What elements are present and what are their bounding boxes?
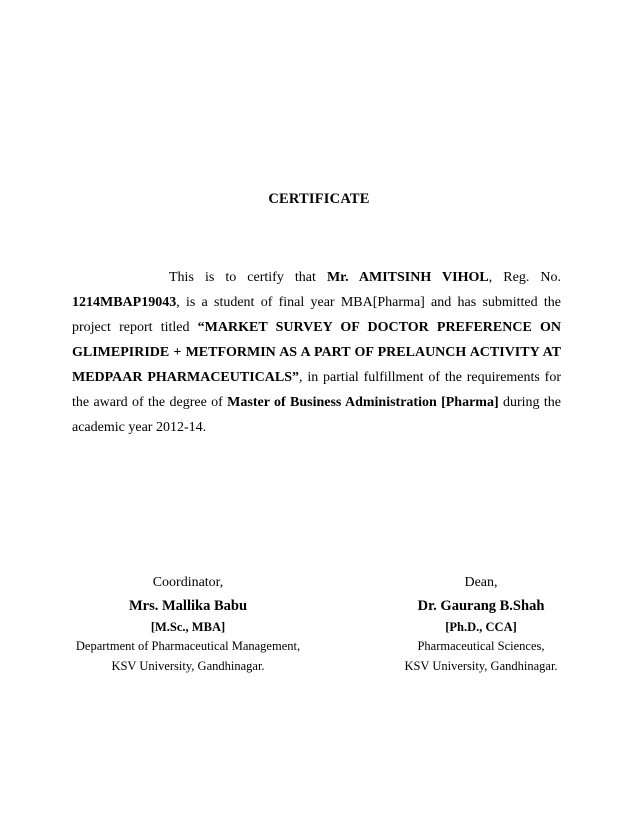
registration-number: 1214MBAP19043 <box>72 295 177 310</box>
dean-institution: KSV University, Gandhinagar. <box>404 659 558 673</box>
coordinator-department: Department of Pharmaceutical Management, <box>75 639 301 653</box>
coordinator-signature-block <box>70 572 306 676</box>
body-text-intro: This is to certify that <box>169 270 327 285</box>
coordinator-institution: KSV University, Gandhinagar. <box>111 659 265 673</box>
body-text-reg: , Reg. No. <box>488 270 561 285</box>
coordinator-role: Coordinator, <box>152 575 224 590</box>
body-text-student: , is a student of final year MBA[Pharma] and has submitted the project report titled <box>72 295 561 335</box>
certificate-body <box>72 265 561 440</box>
dean-qualification: [Ph.D., CCA] <box>445 620 517 634</box>
coordinator-qualification: [M.Sc., MBA] <box>150 620 226 634</box>
body-text-fulfillment: , in partial fulfillment of the requirements for the award of the degree of <box>72 370 561 410</box>
dean-role: Dean, <box>464 575 498 590</box>
dean-department: Pharmaceutical Sciences, <box>417 639 545 653</box>
degree-name: Master of Business Administration [Pharma] <box>227 395 499 410</box>
dean-name: Dr. Gaurang B.Shah <box>417 598 545 614</box>
project-title: “MARKET SURVEY OF DOCTOR PREFERENCE ON GLIMEPIRIDE + METFORMIN AS A PART OF PRELAUNCH ACTIVITY AT MEDPAAR PHARMACEUTICALS” <box>72 320 561 385</box>
certificate-title: CERTIFICATE <box>268 191 370 207</box>
dean-signature-block <box>392 572 570 676</box>
coordinator-name: Mrs. Mallika Babu <box>128 598 248 614</box>
body-text-year: during the academic year 2012-14. <box>72 395 561 435</box>
student-name: Mr. AMITSINH VIHOL <box>326 270 489 285</box>
